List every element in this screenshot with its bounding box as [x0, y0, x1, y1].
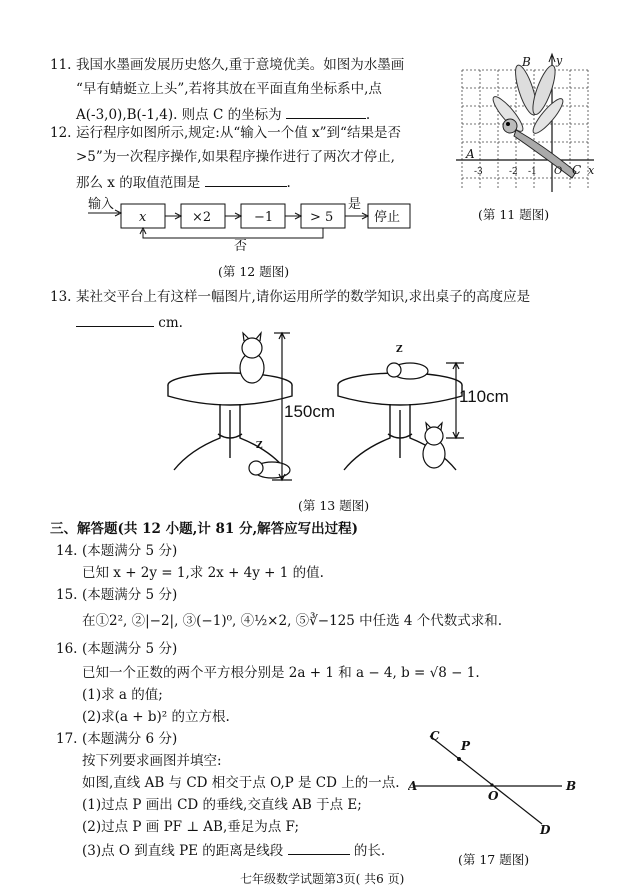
q15-score: (本题满分 5 分)	[82, 587, 178, 603]
q17-part3-end: 的长.	[353, 843, 386, 859]
flow-box-minus1: −1	[254, 210, 274, 225]
section3-heading: 三、解答题(共 12 小题,计 81 分,解答应写出过程)	[50, 521, 359, 537]
q13-answer-blank[interactable]	[76, 312, 154, 327]
q11-number: 11.	[50, 57, 72, 73]
q17-label-D: D	[540, 823, 551, 837]
flow-box-gt5: > 5	[310, 210, 334, 225]
q17-label-B: B	[566, 779, 577, 793]
flow-box-times2: ×2	[192, 210, 212, 225]
q11-label-x: x	[588, 164, 595, 177]
q14-score: (本题满分 5 分)	[82, 543, 178, 559]
dim-150cm: 150cm	[284, 402, 336, 421]
q17-label-O: O	[488, 789, 499, 803]
q11-tick-minus1: -1	[528, 167, 537, 177]
q11-label-y: y	[556, 54, 563, 67]
flow-no-label: 否	[234, 239, 248, 254]
q12-line3-text: 那么 x 的取值范围是	[76, 175, 201, 191]
q12-line3-end: .	[286, 175, 291, 191]
q16-score: (本题满分 5 分)	[82, 641, 178, 657]
flow-box-x: x	[139, 210, 147, 225]
q14-body: 已知 x + 2y = 1,求 2x + 4y + 1 的值.	[82, 565, 324, 581]
q11-answer-blank[interactable]	[286, 104, 366, 119]
q17-part3	[82, 840, 385, 860]
q13-tables-cats-figure	[160, 330, 510, 492]
q12-answer-blank[interactable]	[205, 172, 287, 187]
q17-caption: (第 17 题图)	[458, 852, 530, 867]
q11-line3-text: A(-3,0),B(-1,4). 则点 C 的坐标为	[76, 107, 282, 123]
q11-label-C: C	[572, 163, 582, 177]
q13-number: 13.	[50, 289, 72, 305]
q17-part3-text: (3)点 O 到直线 PE 的距离是线段	[82, 843, 284, 859]
q13-line2	[76, 312, 183, 332]
q11-line2: “早有蜻蜓立上头”,若将其放在平面直角坐标系中,点	[76, 81, 382, 97]
q11-line1: 我国水墨画发展历史悠久,重于意境优美。如图为水墨画	[76, 57, 405, 73]
q15-body: 在①2², ②|−2|, ③(−1)⁰, ④½×2, ⑤∛−125 中任选 4 个代数式求和.	[82, 613, 503, 629]
q16-body: 已知一个正数的两个平方根分别是 2a + 1 和 a − 4, b = √8 − 1.	[82, 665, 480, 681]
q17-lines-figure	[408, 728, 584, 838]
q17-label-P: P	[461, 739, 471, 753]
q11-tick-minus3: -3	[474, 167, 483, 177]
q17-part2: (2)过点 P 画 PF ⊥ AB,垂足为点 F;	[82, 819, 299, 835]
zzz-left: Z	[256, 441, 263, 451]
q11-line3	[76, 104, 370, 124]
q11-label-O: O	[554, 166, 563, 177]
q17-number: 17.	[56, 731, 78, 747]
q12-line2: >5”为一次程序操作,如果程序操作进行了两次才停止,	[76, 149, 395, 165]
flow-input-label: 输入	[88, 197, 115, 212]
q17-line2: 如图,直线 AB 与 CD 相交于点 O,P 是 CD 上的一点.	[82, 775, 400, 791]
q11-caption: (第 11 题图)	[478, 207, 550, 222]
q11-dragonfly-figure	[448, 50, 598, 200]
q12-number: 12.	[50, 125, 72, 141]
q12-line1: 运行程序如图所示,规定:从“输入一个值 x”到“结果是否	[76, 125, 401, 141]
q14-number: 14.	[56, 543, 78, 559]
q12-caption: (第 12 题图)	[218, 264, 290, 279]
q11-label-B: B	[522, 55, 531, 69]
q17-line1: 按下列要求画图并填空:	[82, 753, 222, 769]
q13-caption: (第 13 题图)	[298, 498, 370, 513]
q15-number: 15.	[56, 587, 78, 603]
q17-answer-blank[interactable]	[288, 840, 350, 855]
q17-label-A: A	[408, 779, 418, 793]
q17-part1: (1)过点 P 画出 CD 的垂线,交直线 AB 于点 E;	[82, 797, 362, 813]
page-footer: 七年级数学试题第3页( 共6 页)	[240, 872, 405, 886]
flow-yes-label: 是	[348, 197, 362, 212]
q12-line3	[76, 172, 291, 192]
q16-part2: (2)求(a + b)² 的立方根.	[82, 709, 230, 725]
q17-label-C: C	[430, 729, 440, 743]
q17-score: (本题满分 6 分)	[82, 731, 178, 747]
q13-line1: 某社交平台上有这样一幅图片,请你运用所学的数学知识,求出桌子的高度应是	[76, 289, 531, 305]
flow-stop-box: 停止	[374, 210, 401, 225]
dim-110cm: 110cm	[459, 387, 509, 406]
q16-number: 16.	[56, 641, 78, 657]
zzz-right: Z	[396, 345, 403, 355]
q13-unit: cm.	[158, 315, 183, 331]
q16-part1: (1)求 a 的值;	[82, 687, 163, 703]
q11-line3-end: .	[365, 107, 371, 123]
q12-flowchart	[86, 196, 416, 254]
q11-tick-minus2: -2	[509, 167, 518, 177]
q11-label-A: A	[466, 147, 475, 161]
